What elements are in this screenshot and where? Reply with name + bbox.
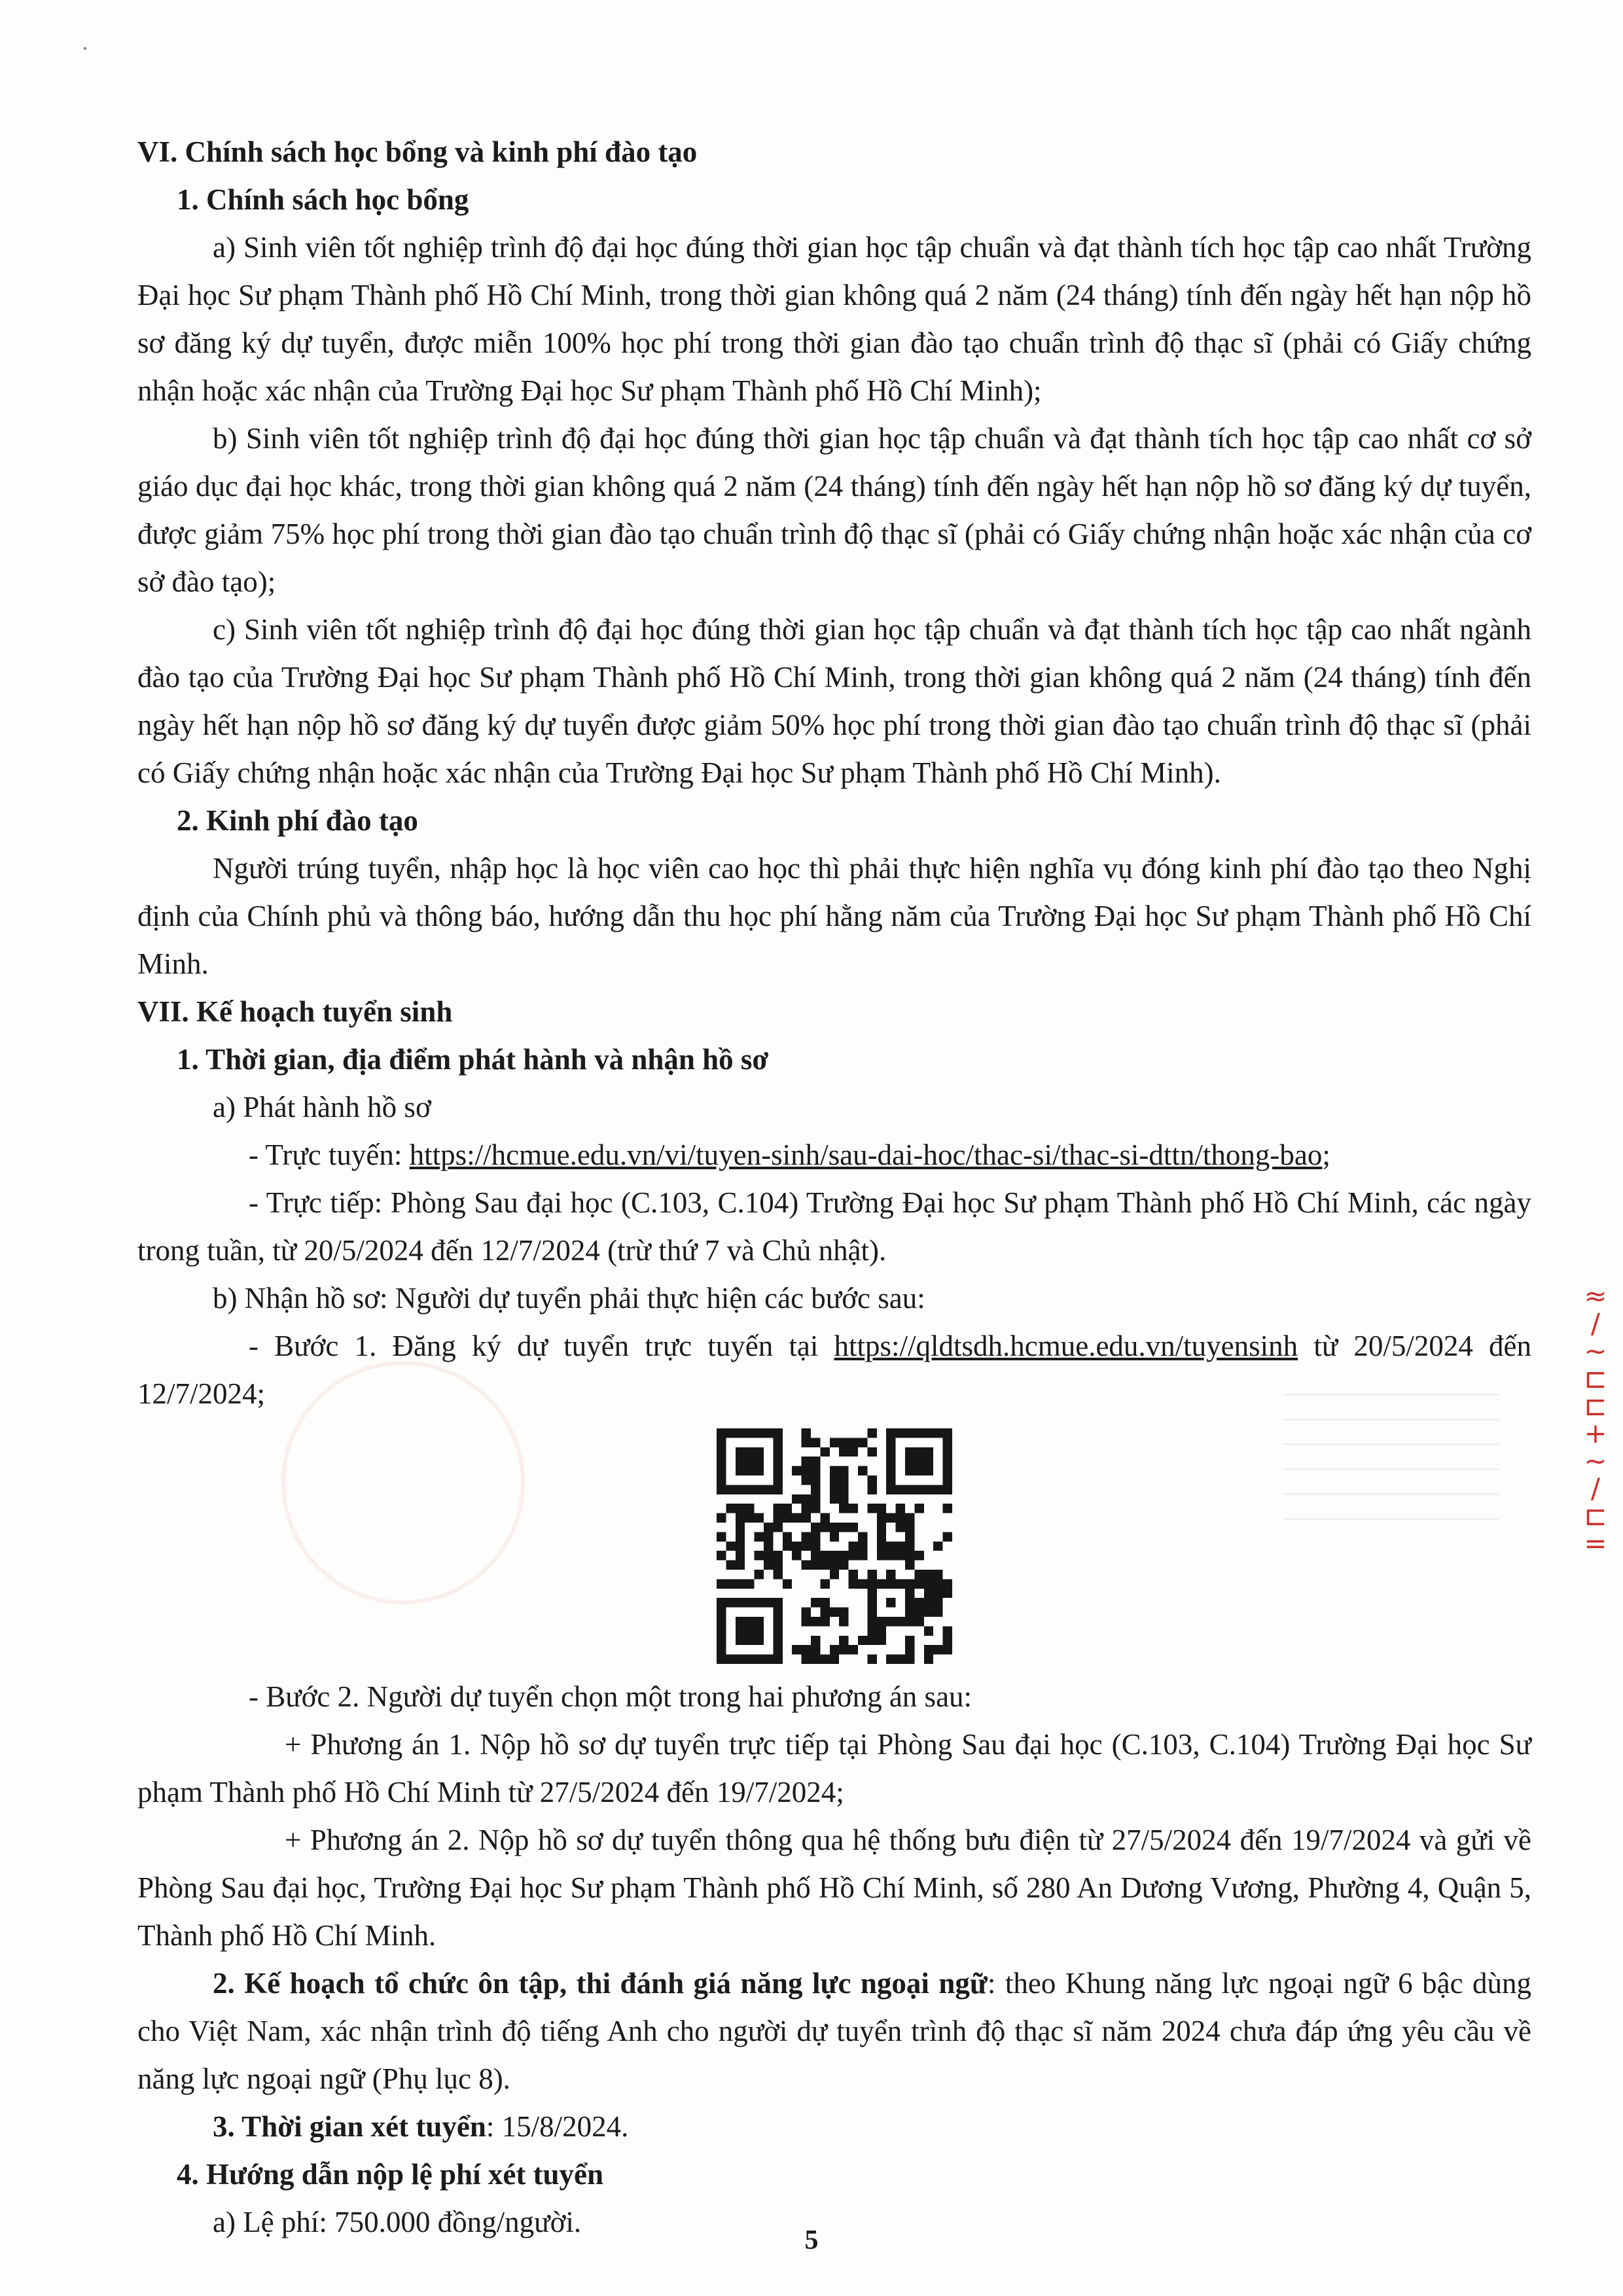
step-1-prefix: - Bước 1. Đăng ký dự tuyển trực tuyến tại — [249, 1330, 834, 1362]
qr-code-icon[interactable] — [717, 1428, 952, 1664]
training-fee-text: Người trúng tuyển, nhập học là học viên cao học thì phải thực hiện nghĩa vụ đóng kinh phí đào tạo theo Nghị định của Chính phủ và thông báo, hướng dẫn thu học phí hằng năm của Trường Đại học Sư phạm Thành phố Hồ Chí Minh. — [137, 852, 1531, 980]
language-exam-text: : theo Khung năng lực ngoại ngữ 6 bậc dùng cho Việt Nam, xác nhận trình độ tiếng Anh cho người dự tuyển trình độ thạc sĩ năm 2024 chưa đáp ứng yêu cầu về năng lực ngoại ngữ (Phụ lục 8). — [137, 1967, 1531, 2095]
language-exam-paragraph — [137, 1960, 1531, 2103]
option-2-line: + Phương án 2. Nộp hồ sơ dự tuyển thông qua hệ thống bưu điện từ 27/5/2024 đến 19/7/2024 và gửi về Phòng Sau đại học, Trường Đại học Sư phạm Thành phố Hồ Chí Minh, số 280 An Dương Vương, Phường 4, Quận 5, Thành phố Hồ Chí Minh. — [137, 1824, 1531, 1952]
online-issue-link[interactable]: https://hcmue.edu.vn/vi/tuyen-sinh/sau-dai-hoc/thac-si/thac-si-dttn/thong-bao — [409, 1139, 1323, 1171]
option-1-line: + Phương án 1. Nộp hồ sơ dự tuyển trực tiếp tại Phòng Sau đại học (C.103, C.104) Trường Đại học Sư phạm Thành phố Hồ Chí Minh từ 27/5/2024 đến 19/7/2024; — [137, 1728, 1531, 1809]
application-time-place-heading: 1. Thời gian, địa điểm phát hành và nhận hồ sơ — [177, 1043, 769, 1076]
scan-speck — [84, 47, 86, 50]
scholarship-item-a: a) Sinh viên tốt nghiệp trình độ đại học đúng thời gian học tập chuẩn và đạt thành tích học tập cao nhất Trường Đại học Sư phạm Thành phố Hồ Chí Minh, trong thời gian không quá 2 năm (24 tháng) tính đến ngày hết hạn nộp hồ sơ đăng ký dự tuyển, được miễn 100% học phí trong thời gian đào tạo chuẩn trình độ thạc sĩ (phải có Giấy chứng nhận hoặc xác nhận của Trường Đại học Sư phạm Thành phố Hồ Chí Minh); — [137, 231, 1531, 407]
scholarship-policy-heading: 1. Chính sách học bổng — [177, 183, 469, 216]
step-2-line: - Bước 2. Người dự tuyển chọn một trong hai phương án sau: — [249, 1680, 972, 1713]
section-vii-title: VII. Kế hoạch tuyển sinh — [137, 995, 453, 1028]
scholarship-item-b: b) Sinh viên tốt nghiệp trình độ đại học đúng thời gian học tập chuẩn và đạt thành tích học tập cao nhất cơ sở giáo dục đại học khác, trong thời gian không quá 2 năm (24 tháng) tính đến ngày hết hạn nộp hồ sơ đăng ký dự tuyển, được giảm 75% học phí trong thời gian đào tạo chuẩn trình độ thạc sĩ (phải có Giấy chứng nhận hoặc xác nhận của cơ sở đào tạo); — [137, 422, 1531, 598]
qr-code-container — [137, 1418, 1531, 1673]
language-exam-heading: 2. Kế hoạch tổ chức ôn tập, thi đánh giá năng lực ngoại ngữ — [213, 1967, 988, 2000]
page-number: 5 — [804, 2225, 819, 2255]
document-body — [137, 128, 1531, 2246]
section-vi-title: VI. Chính sách học bổng và kinh phí đào tạo — [137, 135, 698, 168]
online-prefix: - Trực tuyến: — [249, 1139, 410, 1171]
step-1-line — [137, 1322, 1531, 1418]
online-issue-line — [137, 1131, 1531, 1179]
handwritten-margin-note: ≈ / ~ ⊏ ⊏ + ~ / ⊏ = — [1584, 1280, 1607, 1559]
issue-documents-label: a) Phát hành hồ sơ — [213, 1091, 431, 1123]
fee-guide-heading: 4. Hướng dẫn nộp lệ phí xét tuyển — [177, 2158, 604, 2191]
receive-documents-label: b) Nhận hồ sơ: Người dự tuyển phải thực hiện các bước sau: — [213, 1282, 925, 1315]
training-fee-heading: 2. Kinh phí đào tạo — [177, 804, 418, 837]
fee-amount-line: a) Lệ phí: 750.000 đồng/người. — [213, 2206, 582, 2238]
registration-link[interactable]: https://qldtsdh.hcmue.edu.vn/tuyensinh — [834, 1330, 1298, 1362]
scholarship-item-c: c) Sinh viên tốt nghiệp trình độ đại học đúng thời gian học tập chuẩn và đạt thành tích học tập cao nhất ngành đào tạo của Trường Đại học Sư phạm Thành phố Hồ Chí Minh, trong thời gian không quá 2 năm (24 tháng) tính đến ngày hết hạn nộp hồ sơ đăng ký dự tuyển được giảm 50% học phí trong thời gian đào tạo chuẩn trình độ thạc sĩ (phải có Giấy chứng nhận hoặc xác nhận của Trường Đại học Sư phạm Thành phố Hồ Chí Minh). — [137, 613, 1531, 789]
online-suffix: ; — [1322, 1139, 1330, 1171]
review-time-text: : 15/8/2024. — [486, 2110, 629, 2143]
review-time-paragraph — [137, 2103, 1531, 2151]
step-1-suffix: từ 20/5/2024 đến 12/7/2024; — [137, 1330, 1531, 1410]
direct-issue-line: - Trực tiếp: Phòng Sau đại học (C.103, C.104) Trường Đại học Sư phạm Thành phố Hồ Chí Minh, các ngày trong tuần, từ 20/5/2024 đến 12/7/2024 (trừ thứ 7 và Chủ nhật). — [137, 1186, 1531, 1267]
review-time-heading: 3. Thời gian xét tuyển — [213, 2110, 486, 2143]
